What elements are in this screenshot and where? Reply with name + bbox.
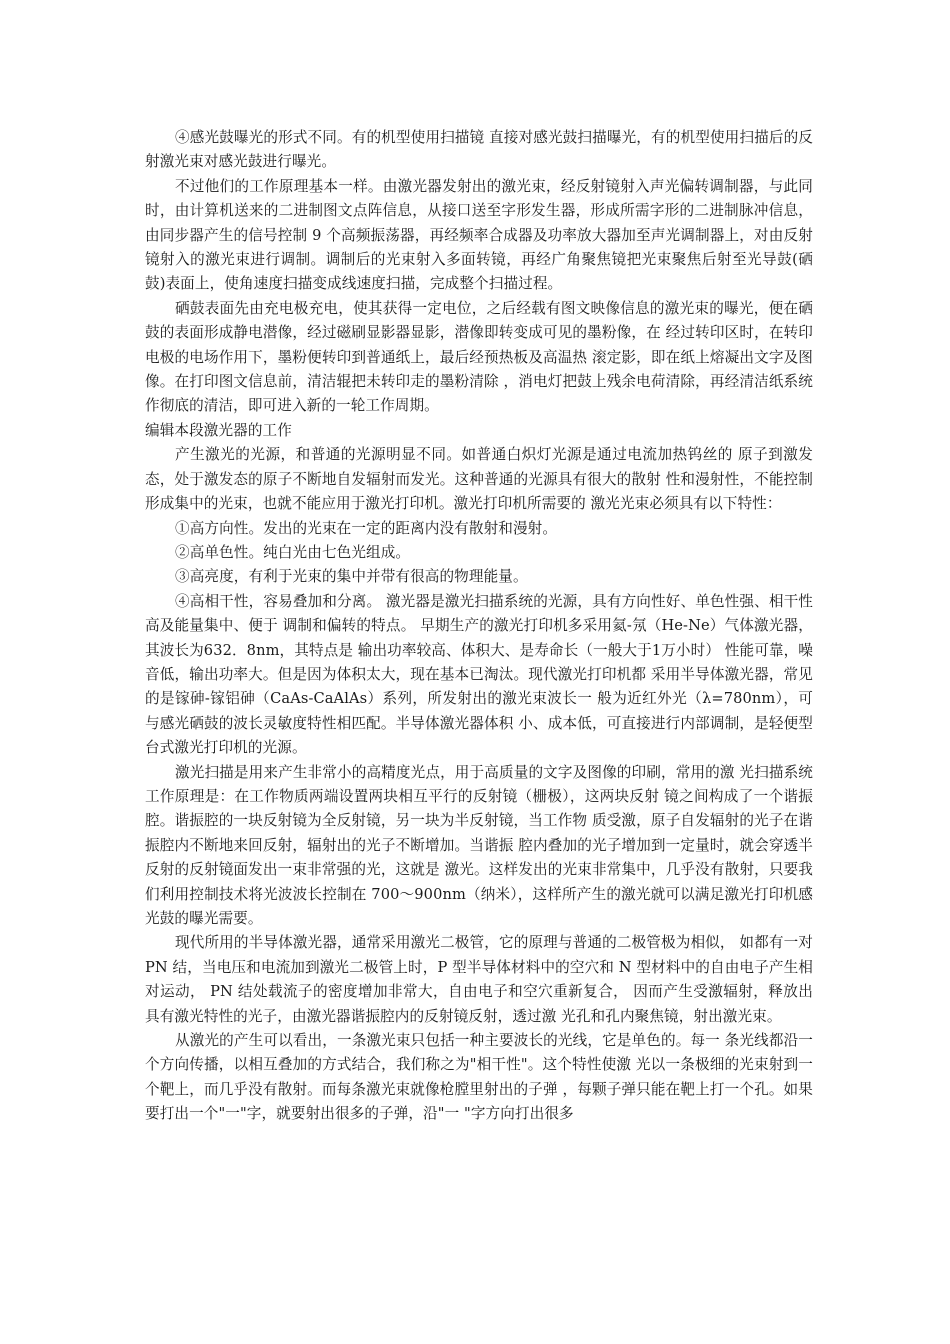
section-heading: 编辑本段激光器的工作 xyxy=(145,421,292,439)
paragraph-coherence-explained: 从激光的产生可以看出，一条激光束只包括一种主要波长的光线，它是单色的。每一 条光线都沿一个方向传播，以相互叠加的方式结合，我们称之为"相干性"。这个特性使激 光以一条极细的光束射到一个靶上，而几乎没有散射。而每条激光束就像枪膛里射出的子弹 ，每颗子弹只能在靶上打一个孔。如果要打出一个"一"字，就要射出很多的子弹，沿"一 "字方向打出很多 xyxy=(145,1032,813,1123)
paragraph-working-principle: 不过他们的工作原理基本一样。由激光器发射出的激光束，经反射镜射入声光偏转调制器，与此同时，由计算机送来的二进制图文点阵信息，从接口送至字形发生器，形成所需字形的二进制脉冲信息，由同步器产生的信号控制 9 个高频振荡器，再经频率合成器及功率放大器加至声光调制器上，对由反射 镜射入的激光束进行调制。调制后的光束射入多面转镜，再经广角聚焦镜把光束聚焦后射至光导鼓(硒鼓)表面上，使角速度扫描变成线速度扫描，完成整个扫描过程。 xyxy=(145,177,813,293)
property-item-brightness: ③高亮度，有利于光束的集中并带有很高的物理能量。 xyxy=(175,568,528,586)
paragraph-selenium-drum: 硒鼓表面先由充电极充电，使其获得一定电位，之后经载有图文映像信息的激光束的曝光，便在硒鼓的表面形成静电潜像，经过磁刷显影器显影，潜像即转变成可见的墨粉像，在 经过转印区时，在转印电极的电场作用下，墨粉便转印到普通纸上，最后经预热板及高温热 滚定影，即在纸上熔凝出文字及图像。在打印图文信息前，清洁辊把未转印走的墨粉清除 ，消电灯把鼓上残余电荷清除，再经清洁纸系统作彻底的清洁，即可进入新的一轮工作周期。 xyxy=(145,299,813,415)
paragraph-semiconductor-laser: 现代所用的半导体激光器，通常采用激光二极管，它的原理与普通的二极管极为相似， 如都有一对 PN 结，当电压和电流加到激光二极管上时，P 型半导体材料中的空穴和 N 型材料中的自由电子产生相对运动， PN 结处载流子的密度增加非常大，自由电子和空穴重新复合， 因而产生受激辐射，释放出具有激光特性的光子，由激光器谐振腔内的反射镜反射，透过激 光孔和孔内聚焦镜，射出激光束。 xyxy=(145,934,813,1025)
paragraph-laser-scanning: 激光扫描是用来产生非常小的高精度光点，用于高质量的文字及图像的印刷，常用的激 光扫描系统工作原理是：在工作物质两端设置两块相互平行的反射镜（栅极），这两块反射 镜之间构成了一个谐振腔。谐振腔的一块反射镜为全反射镜，另一块为半反射镜，当工作物 质受激，原子自发辐射的光子在谐振腔内不断地来回反射，辐射出的光子不断增加。当谐振 腔内叠加的光子增加到一定量时，就会穿透半反射的反射镜面发出一束非常强的光，这就是 激光。这样发出的光束非常集中，几乎没有散射，只要我们利用控制技术将光波波长控制在 700～900nm（纳米），这样所产生的激光就可以满足激光打印机感光鼓的曝光需要。 xyxy=(145,763,813,927)
paragraph-laser-source-intro: 产生激光的光源，和普通的光源明显不同。如普通白炽灯光源是通过电流加热钨丝的 原子到激发态，处于激发态的原子不断地自发辐射而发光。这种普通的光源具有很大的散射 性和漫射性，不能控制形成集中的光束，也就不能应用于激光打印机。激光打印机所需要的 激光光束必须具有以下特性： xyxy=(145,446,813,513)
property-item-monochromaticity: ②高单色性。纯白光由七色光组成。 xyxy=(175,543,411,561)
paragraph-drum-exposure: ④感光鼓曝光的形式不同。有的机型使用扫描镜 直接对感光鼓扫描曝光，有的机型使用扫描后的反射激光束对感光鼓进行曝光。 xyxy=(145,129,813,171)
property-item-directionality: ①高方向性。发出的光束在一定的距离内没有散射和漫射。 xyxy=(175,519,558,537)
document-page xyxy=(145,126,813,1127)
paragraph-coherence-lasers: ④高相干性，容易叠加和分离。 激光器是激光扫描系统的光源，具有方向性好、单色性强、相干性高及能量集中、便于 调制和偏转的特点。 早期生产的激光打印机多采用氦-氖（He-Ne）气体激光器，其波长为632．8nm，其特点是 输出功率较高、体积大、是寿命长（一般大于1万小时） 性能可靠，噪音低，输出功率大。但是因为体积太大，现在基本已淘汰。现代激光打印机都 采用半导体激光器，常见的是镓砷-镓铝砷（CaAs-CaAlAs）系列，所发射出的激光束波长一 般为近红外光（λ=780nm），可与感光硒鼓的波长灵敏度特性相匹配。半导体激光器体积 小、成本低，可直接进行内部调制，是轻便型台式激光打印机的光源。 xyxy=(145,592,813,757)
